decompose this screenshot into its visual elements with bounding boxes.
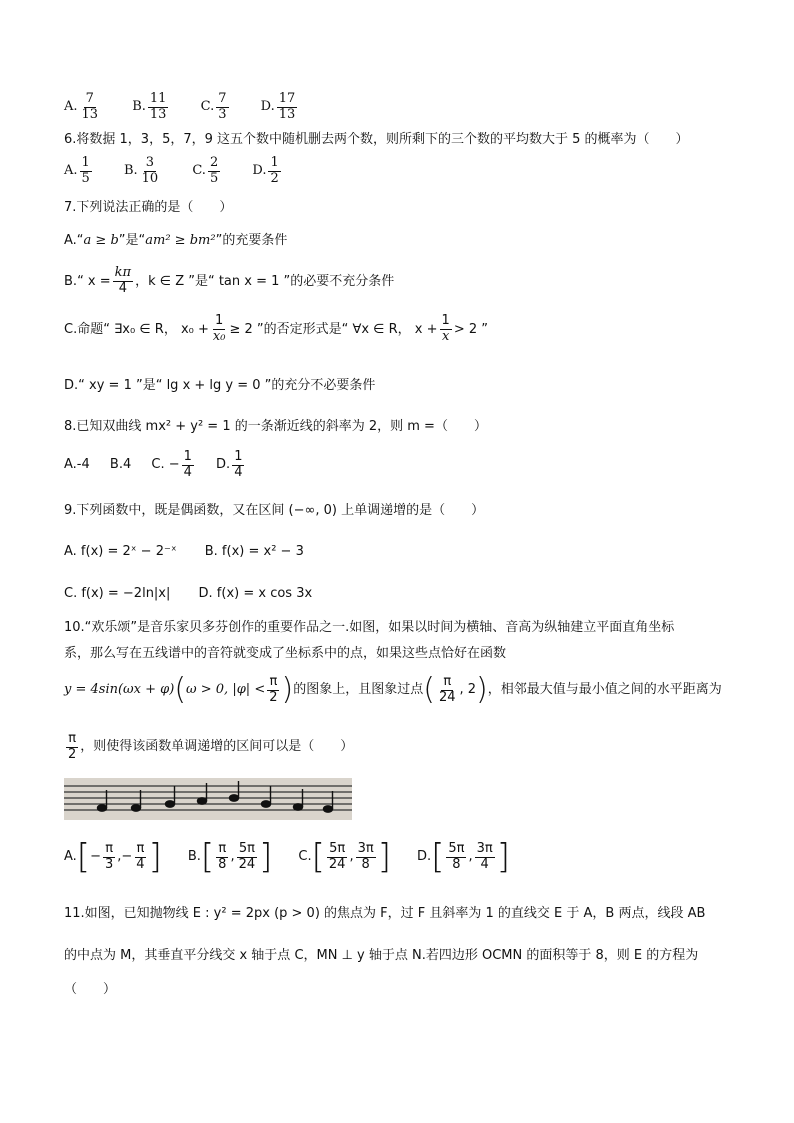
q8-option-a: A.-4 <box>64 456 90 472</box>
q10-option-b: B. [ $\frac{\pi}{8}$ , $\frac{5\pi}{24}$ ] <box>187 837 273 877</box>
q7-option-c: C.命题“ ∃x₀ ∈ R， x₀ + $\frac{1}{\text{x₀}}$ ≥ 2 ”的否定形式是“ ∀x ∈ R， x + $\frac{1}{x}$ > 2 ” <box>64 313 488 344</box>
q9-option-b: B. f(x) = x² − 3 <box>204 544 304 559</box>
q10-line1: 10.“欢乐颂”是音乐家贝多芬创作的重要作品之一.如图，如果以时间为横轴、音高为纵轴建立平面直角坐标 <box>64 620 675 635</box>
q7-option-d: D.“ xy = 1 ”是“ lg x + lg y = 0 ”的充分不必要条件 <box>64 378 376 393</box>
q9-stem: 9.下列函数中，既是偶函数，又在区间 (−∞, 0) 上单调递增的是（ ） <box>64 503 485 518</box>
q7-option-b: B.“ x = $\frac{k\pi}{4}$ ，k ∈ Z ”是“ tan x = 1 ”的必要不充分条件 <box>64 265 395 296</box>
q6-option-d: D. $\frac{1}{2}$ <box>252 155 279 186</box>
q9-option-d: D. f(x) = x cos 3x <box>198 586 313 601</box>
q5-options <box>64 92 325 123</box>
q8-options <box>64 450 272 481</box>
q9-option-c: C. f(x) = −2ln|x| <box>64 586 171 601</box>
q6-option-a: A. $\frac{1}{5}$ <box>64 155 90 186</box>
q9-option-a: A. f(x) = 2ˣ − 2⁻ˣ <box>64 544 177 559</box>
q10-line4: $\frac{\pi}{2}$ ，则使得该函数单调递增的区间可以是（ ） <box>68 731 354 762</box>
q5-option-d: D. $\frac{17}{13}$ <box>260 91 296 122</box>
q7-stem: 7.下列说法正确的是（ ） <box>64 200 233 215</box>
q11-line2: 的中点为 M，其垂直平分线交 x 轴于点 C，MN ⊥ y 轴于点 N.若四边形 OCMN 的面积等于 8，则 E 的方程为 <box>64 948 699 963</box>
q7-option-a: A.“a ≥ b”是“am² ≥ bm²”的充要条件 <box>64 233 288 248</box>
q6-option-b: B. $\frac{3}{10}$ <box>123 155 159 186</box>
q10-option-c: C. [ $\frac{5\pi}{24}$ , $\frac{3\pi}{8}$ ] <box>298 837 391 877</box>
q6-option-c: C. $\frac{2}{5}$ <box>192 155 219 186</box>
q5-option-c: C. $\frac{7}{3}$ <box>200 91 227 122</box>
q5-option-b: B. $\frac{11}{13}$ <box>132 91 167 122</box>
q10-line3: y = 4sin(ωx + φ) ( ω > 0, |φ| < $\frac{\pi}{2}$ ) 的图象上，且图象过点 ( $\frac{\pi}{24}$ , 2 ) ，相邻最大值与最小值之间的水平距离为 <box>64 672 722 708</box>
q8-stem: 8.已知双曲线 mx² + y² = 1 的一条渐近线的斜率为 2，则 m =（ ） <box>64 419 487 434</box>
q10-options <box>64 837 536 877</box>
q11-line3: （ ） <box>64 982 117 997</box>
q10-line2: 系，那么写在五线谱中的音符就变成了坐标系中的点，如果这些点恰好在函数 <box>64 646 507 661</box>
q8-option-c: C. − $\frac{1}{4}$ <box>151 449 192 480</box>
q5-option-a: A. $\frac{7}{13}$ <box>64 91 99 122</box>
q10-option-a: A. [ − $\frac{\pi}{3}$ , − $\frac{\pi}{4}$ ] <box>64 837 162 877</box>
music-staff-figure <box>64 778 352 820</box>
q9-options-cd <box>64 586 312 603</box>
q9-options-ab <box>64 544 304 561</box>
q6-stem: 6.将数据 1，3，5，7，9 这五个数中随机删去两个数，则所剩下的三个数的平均数大于 5 的概率为（ ） <box>64 132 689 147</box>
q10-option-d: D. [ $\frac{5\pi}{8}$ , $\frac{3\pi}{4}$ ] <box>416 837 510 877</box>
q6-options <box>64 156 309 187</box>
q8-option-d: D. $\frac{1}{4}$ <box>216 449 243 480</box>
q11-line1: 11.如图，已知抛物线 E : y² = 2px (p > 0) 的焦点为 F，过 F 且斜率为 1 的直线交 E 于 A，B 两点，线段 AB <box>64 906 706 921</box>
q8-option-b: B.4 <box>109 456 132 472</box>
